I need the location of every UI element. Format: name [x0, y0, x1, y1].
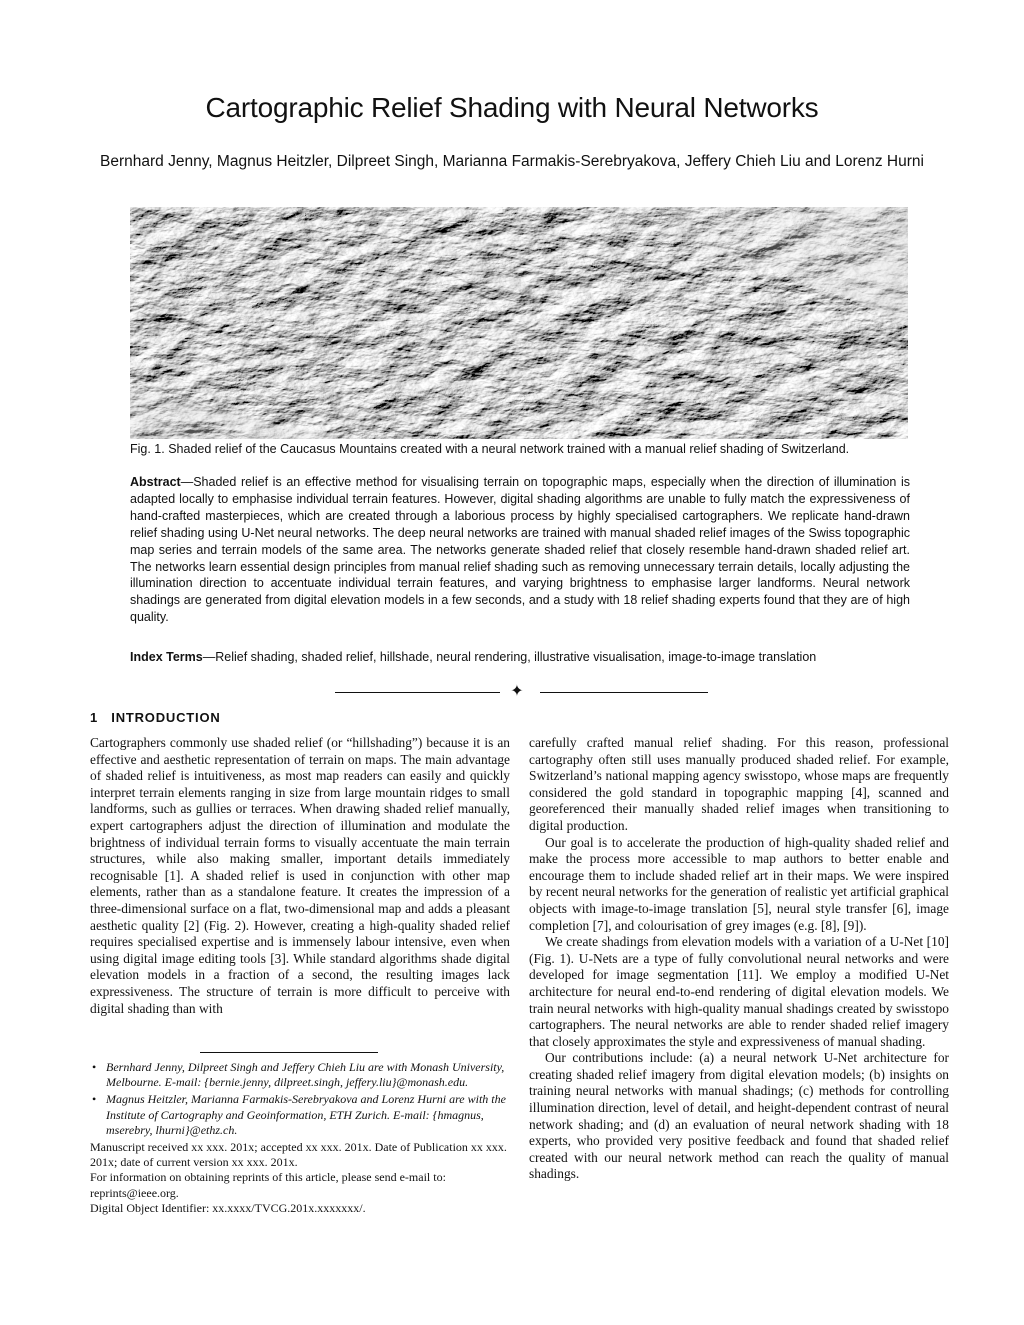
- footnote-text: Magnus Heitzler, Marianna Farmakis-Serebryakova and Lorenz Hurni are with the Institute of Cartography and Geoinformation, ETH Zurich. E-mail: {hmagnus, mserebry, lhurni}@ethz.ch.: [106, 1092, 506, 1137]
- section-number: 1: [90, 710, 99, 725]
- footnote-affiliation: [90, 1092, 510, 1138]
- section-heading: [90, 710, 221, 725]
- manuscript-info: Manuscript received xx xxx. 201x; accepted xx xxx. 201x. Date of Publication xx xxx. 201x; date of current version xx xxx. 201x.: [90, 1140, 507, 1170]
- footnote-affiliation: [90, 1060, 510, 1090]
- abstract-label: Abstract: [130, 475, 181, 489]
- index-terms-label: Index Terms: [130, 650, 203, 664]
- abstract-text: Shaded relief is an effective method for visualising terrain on topographic maps, especially when the direction of illumination is adapted locally to emphasise individual terrain features. However, digital shading algorithms are unable to fully match the expressiveness of hand-crafted masterpieces, which are created through a laborious process by highly specialised cartographers. We replicate hand-drawn relief shading using U-Net neural networks. The deep neural networks are trained with manual shaded relief images of the Swiss topographic map series and terrain models of the same area. The networks generate shaded relief that closely resemble hand-drawn shaded relief art. The networks learn essential design principles from manual relief shading such as removing unnecessary terrain details, locally adjusting the illumination direction to accentuate individual terrain features, and varying brightness to emphasise larger landforms. Neural network shadings are generated from digital elevation models in a few seconds, and a study with 18 relief shading experts found that they are of high quality.: [130, 475, 910, 625]
- author-list: Bernhard Jenny, Magnus Heitzler, Dilpreet Singh, Marianna Farmakis-Serebryakova, Jeffery Chieh Liu and Lorenz Hurni: [100, 153, 924, 170]
- doi-info: Digital Object Identifier: xx.xxxx/TVCG.201x.xxxxxxx/.: [90, 1200, 366, 1215]
- separator-line-left: [335, 692, 500, 693]
- teaser-figure-relief-shading: [130, 207, 908, 439]
- left-column: [90, 735, 510, 1017]
- body-paragraph: Cartographers commonly use shaded relief (or “hillshading”) because it is an effective and aesthetic representation of terrain on maps. The main advantage of shaded relief is intuitiveness, as most map readers can easily and quickly interpret terrain elements ranging in size from large mountain ridges to small landforms, such as gullies or terraces. When drawing shaded relief manually, expert cartographers adjust the direction of illumination and modulate the brightness of individual terrain forms to visually accentuate the main terrain structures, while also making smaller, important details immediately recognisable [1]. A shaded relief is used in conjunction with other map elements, rather than as a standalone feature. It creates the impression of a three-dimensional surface on a flat, two-dimensional map and adds a pleasant aesthetic quality [2] (Fig. 2). However, creating a high-quality shaded relief requires specialised expertise and is immensely labour intensive, even when using digital image editing tools [3]. While standard algorithms shade digital elevation models in a fraction of a second, the resulting images lack expressiveness. The structure of terrain is more difficult to perceive with digital shading than with: [90, 735, 510, 1016]
- body-paragraph: carefully crafted manual relief shading. For this reason, professional cartography often still uses manually produced shaded relief. For example, Switzerland’s national mapping agency swisstopo, whose maps are frequently considered the gold standard in topographic mapping [4], scanned and georeferenced their manually shaded relief images when transitioning to digital production.: [529, 735, 949, 833]
- right-column: [529, 735, 949, 1183]
- footnote-text: Bernhard Jenny, Dilpreet Singh and Jeffery Chieh Liu are with Monash University, Melbourne. E-mail: {bernie.jenny, dilpreet.singh, jeffery.liu}@monash.edu.: [106, 1060, 505, 1090]
- separator-line-right: [540, 692, 708, 693]
- bullet-icon: •: [92, 1060, 97, 1074]
- footnotes: [90, 1060, 510, 1216]
- abstract: [130, 474, 910, 626]
- body-paragraph: We create shadings from elevation models with a variation of a U-Net [10] (Fig. 1). U-Nets are a type of fully convolutional neural networks and were developed for image segmentation [11]. We employ a modified U-Net architecture for neural end-to-end rendering of digital elevation models. We train neural networks with high-quality manual shadings created by swisstopo cartographers. The neural networks are able to render shaded relief imagery that closely approximates the style and expressiveness of manual shading.: [529, 934, 949, 1049]
- reprints-info: For information on obtaining reprints of this article, please send e-mail to: reprints@ieee.org.: [90, 1170, 446, 1200]
- index-terms: [130, 650, 910, 664]
- body-paragraph: Our contributions include: (a) a neural network U-Net architecture for creating shaded relief imagery from digital elevation models; (b) insights on training neural networks with manual shadings; (c) methods for controlling illumination direction, level of detail, and height-dependent contrast of neural network shading; and (d) an evaluation of neural network shading with 18 experts, who provided very positive feedback and found that shaded relief created with our neural network method can reach the quality of manual shadings.: [529, 1050, 949, 1182]
- abstract-dash: —: [180, 475, 194, 489]
- relief-shading-image: [130, 207, 908, 439]
- paper-title: Cartographic Relief Shading with Neural Networks: [205, 92, 819, 123]
- body-paragraph: Our goal is to accelerate the production of high-quality shaded relief and make the process more accessible to map authors to better enable and encourage them to include shaded relief art in their maps. We were inspired by recent neural networks for the generation of realistic yet artificial graphical objects with image-to-image translation [5], neural style transfer [6], image completion [7], and colourisation of grey images (e.g. [8], [9]).: [529, 834, 949, 933]
- separator-diamond-icon: ✦: [510, 681, 524, 700]
- section-title: INTRODUCTION: [111, 710, 221, 725]
- index-terms-text: Relief shading, shaded relief, hillshade, neural rendering, illustrative visualisation, image-to-image translation: [215, 650, 817, 664]
- bullet-icon: •: [92, 1092, 97, 1107]
- index-terms-dash: —: [202, 650, 216, 664]
- figure-caption: Fig. 1. Shaded relief of the Caucasus Mountains created with a neural network trained with a manual relief shading of Switzerland.: [130, 442, 850, 456]
- footnote-rule: [200, 1052, 378, 1053]
